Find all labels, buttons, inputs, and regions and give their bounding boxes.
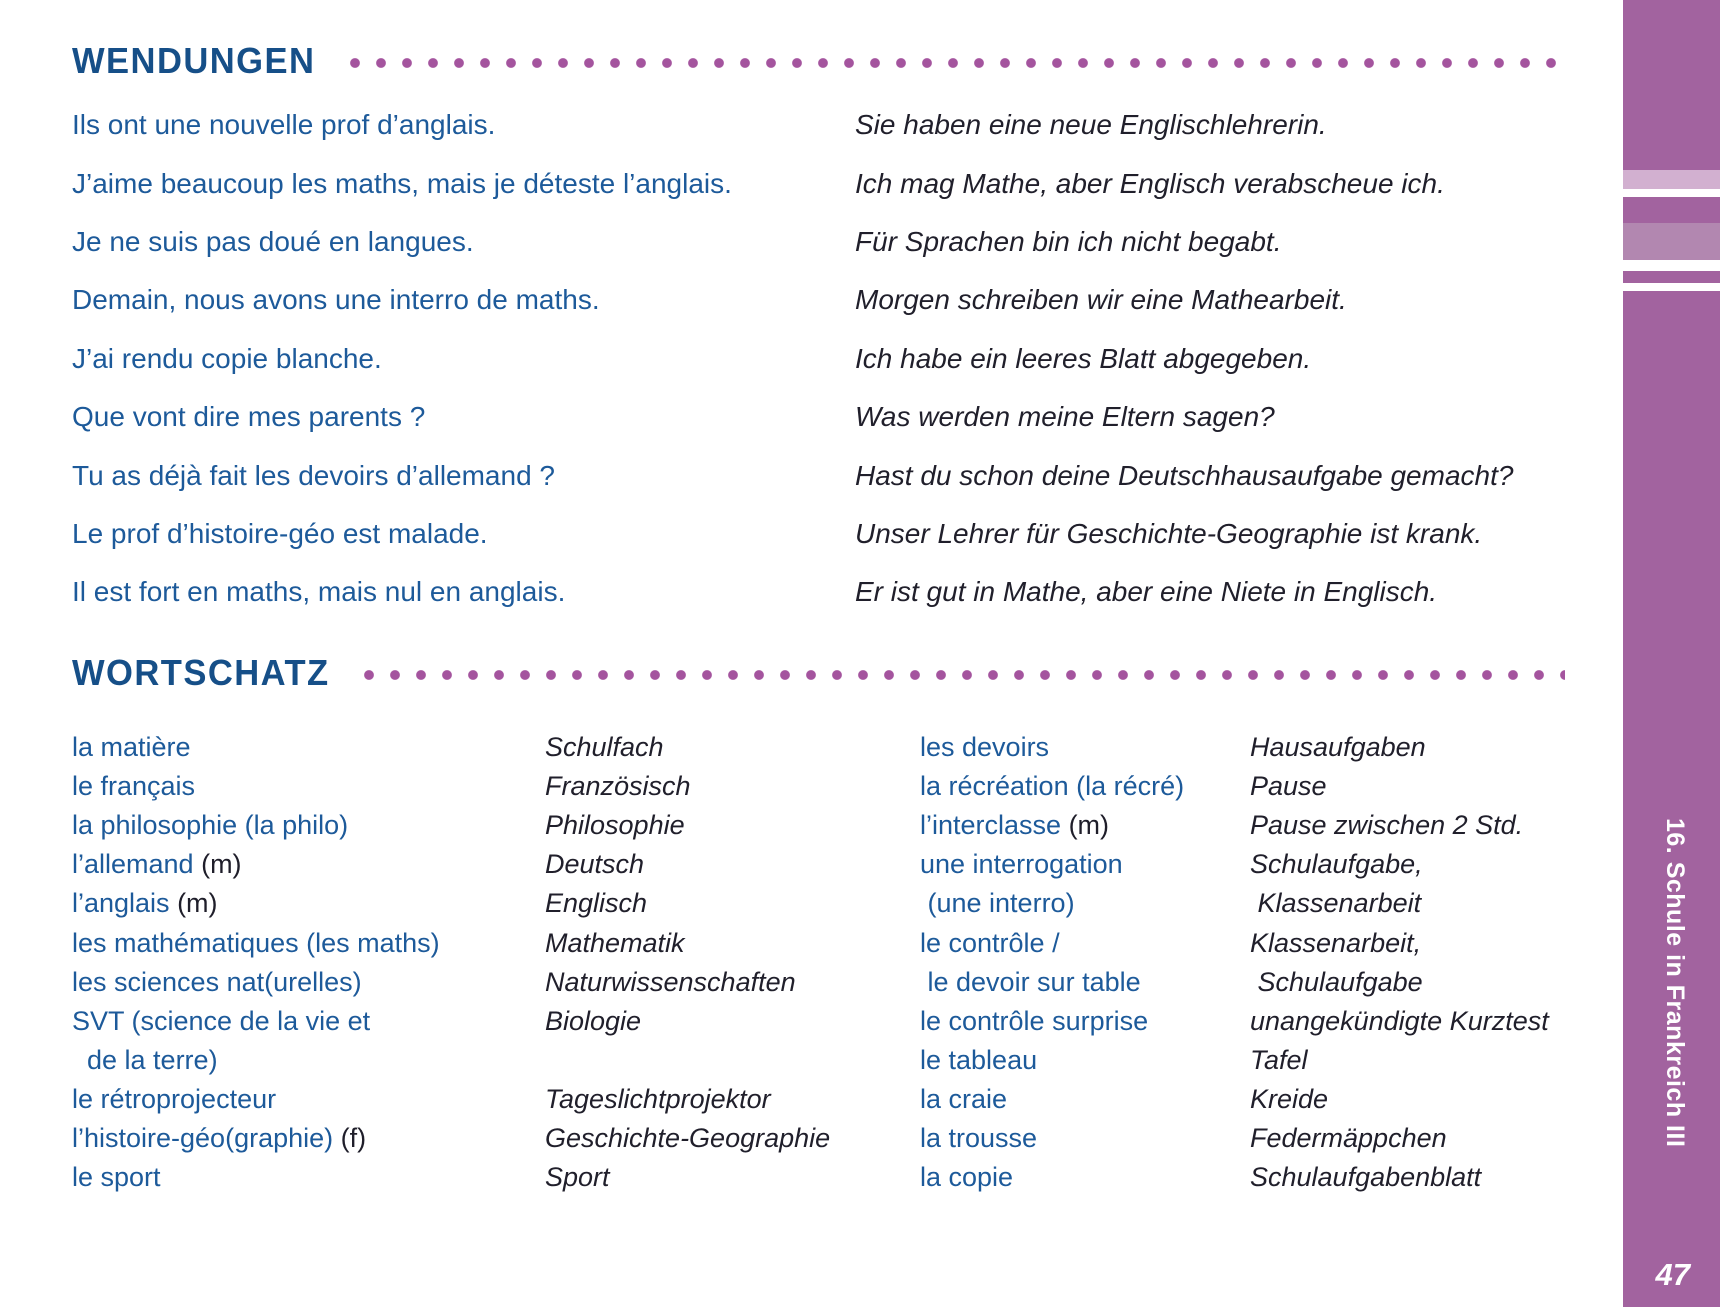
french-term-right: [920, 1162, 1250, 1193]
vocabulary-row: [72, 1158, 1565, 1197]
french-term-text: la copie: [920, 1162, 1014, 1193]
french-phrase: Que vont dire mes parents ?: [72, 401, 426, 433]
french-term-text: le contrôle surprise: [920, 1005, 1149, 1036]
german-term-left: Sport: [545, 1162, 610, 1193]
french-term-text: une interrogation: [920, 849, 1123, 880]
french-term-text: les mathématiques (les maths): [72, 927, 440, 958]
german-term-left: Biologie: [545, 1005, 642, 1036]
wortschatz-title: WORTSCHATZ: [72, 652, 330, 693]
vocabulary-row: [72, 1119, 1565, 1158]
phrase-row: [72, 330, 1565, 388]
phrase-row: [72, 446, 1565, 504]
phrase-row: [72, 96, 1565, 154]
german-term-right: Federmäppchen: [1250, 1122, 1447, 1153]
french-term-right: [920, 888, 1250, 919]
german-term-left: Tageslichtprojektor: [545, 1083, 771, 1114]
french-term-left: [72, 888, 545, 919]
gender-note: (m): [1061, 810, 1110, 841]
french-term-text: la philosophie (la philo): [72, 810, 349, 841]
german-translation: Was werden meine Eltern sagen?: [855, 401, 1275, 433]
phrase-row: [72, 388, 1565, 446]
german-term-right: Schulaufgabe: [1250, 966, 1423, 997]
french-term-left: [72, 810, 545, 841]
french-term-text: l’histoire-géo(graphie): [72, 1122, 334, 1153]
vocabulary-row: [72, 806, 1565, 845]
phrase-list: [72, 96, 1565, 622]
french-term-text: la craie: [920, 1083, 1008, 1114]
wendungen-title: WENDUNGEN: [72, 40, 316, 81]
german-term-right: unangekündigte Kurztest: [1250, 1005, 1549, 1036]
german-translation: Ich mag Mathe, aber Englisch verabscheue ich.: [855, 167, 1445, 199]
german-term-right: Klassenarbeit: [1250, 888, 1422, 919]
french-term-left: [72, 1006, 545, 1037]
french-phrase: Tu as déjà fait les devoirs d’allemand ?: [72, 459, 555, 491]
french-phrase: Le prof d’histoire-géo est malade.: [72, 517, 488, 549]
french-term-right: [920, 967, 1250, 998]
german-term-right: Klassenarbeit,: [1250, 927, 1422, 958]
french-term-left: [72, 1084, 545, 1115]
german-term-right: Pause: [1250, 771, 1327, 802]
german-translation: Für Sprachen bin ich nicht begabt.: [855, 225, 1282, 257]
french-term-left: [72, 1162, 545, 1193]
german-term-right: Kreide: [1250, 1083, 1329, 1114]
french-term-text: la matière: [72, 732, 191, 763]
french-term-text: l’anglais: [72, 888, 170, 919]
french-term-left: [72, 928, 545, 959]
french-term-right: [920, 732, 1250, 763]
french-term-left: [72, 1045, 545, 1076]
french-term-right: [920, 1084, 1250, 1115]
sidebar-stripe: [1623, 260, 1720, 271]
french-term-text: les devoirs: [920, 732, 1050, 763]
french-term-text: la récréation (la récré): [920, 771, 1185, 802]
german-term-right: Hausaufgaben: [1250, 732, 1426, 763]
german-term-right: Schulaufgabenblatt: [1250, 1162, 1482, 1193]
phrase-row: [72, 505, 1565, 563]
french-term-text: le sport: [72, 1162, 161, 1193]
chapter-sidebar: [1623, 0, 1720, 1307]
german-translation: Morgen schreiben wir eine Mathearbeit.: [855, 284, 1347, 316]
vocabulary-row: [72, 845, 1565, 884]
french-term-right: [920, 928, 1250, 959]
vocabulary-row: [72, 884, 1565, 923]
wendungen-header: [72, 40, 1565, 82]
french-term-left: [72, 1123, 545, 1154]
french-term-left: [72, 732, 545, 763]
german-translation: Unser Lehrer für Geschichte-Geographie ist krank.: [855, 517, 1483, 549]
vocabulary-row: [72, 1041, 1565, 1080]
french-term-right: [920, 1123, 1250, 1154]
french-term-right: [920, 1045, 1250, 1076]
french-phrase: Il est fort en maths, mais nul en anglais.: [72, 576, 566, 608]
dotted-divider: [364, 669, 1565, 681]
phrase-row: [72, 563, 1565, 621]
german-term-right: Tafel: [1250, 1044, 1308, 1075]
sidebar-stripe: [1623, 223, 1720, 260]
sidebar-stripe: [1623, 283, 1720, 291]
french-phrase: J’ai rendu copie blanche.: [72, 342, 382, 374]
phrase-row: [72, 154, 1565, 212]
vocabulary-row: [72, 963, 1565, 1002]
gender-note: (m): [193, 849, 242, 880]
german-translation: Hast du schon deine Deutschhausaufgabe gemacht?: [855, 459, 1514, 491]
german-term-left: Deutsch: [545, 849, 645, 880]
german-translation: Sie haben eine neue Englischlehrerin.: [855, 109, 1327, 141]
german-translation: Ich habe ein leeres Blatt abgegeben.: [855, 342, 1312, 374]
page-number: 47: [1655, 1257, 1690, 1292]
dotted-divider: [350, 57, 1566, 69]
vocabulary-row: [72, 1080, 1565, 1119]
phrase-row: [72, 271, 1565, 329]
gender-note: (m): [169, 888, 218, 919]
french-term-text: de la terre): [72, 1044, 218, 1075]
vocabulary-row: [72, 923, 1565, 962]
french-phrase: Je ne suis pas doué en langues.: [72, 225, 474, 257]
french-term-text: l’interclasse: [920, 810, 1062, 841]
vocabulary-table: [72, 728, 1565, 1197]
german-term-left: Geschichte-Geographie: [545, 1122, 831, 1153]
french-term-text: l’allemand: [72, 849, 194, 880]
french-term-left: [72, 771, 545, 802]
german-term-left: Philosophie: [545, 810, 685, 841]
vocabulary-row: [72, 728, 1565, 767]
french-term-left: [72, 849, 545, 880]
vocabulary-row: [72, 767, 1565, 806]
german-term-left: Mathematik: [545, 927, 685, 958]
german-term-left: Englisch: [545, 888, 648, 919]
french-term-right: [920, 810, 1250, 841]
german-translation: Er ist gut in Mathe, aber eine Niete in Englisch.: [855, 576, 1438, 608]
french-term-text: le rétroprojecteur: [72, 1083, 277, 1114]
french-term-text: les sciences nat(urelles): [72, 966, 362, 997]
german-term-right: Pause zwischen 2 Std.: [1250, 810, 1524, 841]
french-term-text: (une interro): [920, 888, 1075, 919]
french-term-text: SVT (science de la vie et: [72, 1005, 371, 1036]
sidebar-stripe: [1623, 170, 1720, 189]
french-term-text: le devoir sur table: [920, 966, 1141, 997]
french-phrase: Demain, nous avons une interro de maths.: [72, 284, 600, 316]
french-term-text: la trousse: [920, 1122, 1038, 1153]
german-term-right: Schulaufgabe,: [1250, 849, 1423, 880]
french-phrase: Ils ont une nouvelle prof d’anglais.: [72, 109, 496, 141]
german-term-left: Naturwissenschaften: [545, 966, 796, 997]
french-term-left: [72, 967, 545, 998]
vocabulary-row: [72, 1002, 1565, 1041]
german-term-left: Französisch: [545, 771, 691, 802]
french-term-right: [920, 849, 1250, 880]
sidebar-stripe: [1623, 189, 1720, 197]
french-term-right: [920, 771, 1250, 802]
french-phrase: J’aime beaucoup les maths, mais je déteste l’anglais.: [72, 167, 732, 199]
chapter-label: 16. Schule in Frankreich III: [1661, 818, 1689, 1148]
wortschatz-header: [72, 652, 1565, 694]
german-term-left: Schulfach: [545, 732, 664, 763]
french-term-text: le contrôle /: [920, 927, 1060, 958]
french-term-right: [920, 1006, 1250, 1037]
phrase-row: [72, 213, 1565, 271]
gender-note: (f): [333, 1122, 367, 1153]
french-term-text: le tableau: [920, 1044, 1038, 1075]
french-term-text: le français: [72, 771, 196, 802]
